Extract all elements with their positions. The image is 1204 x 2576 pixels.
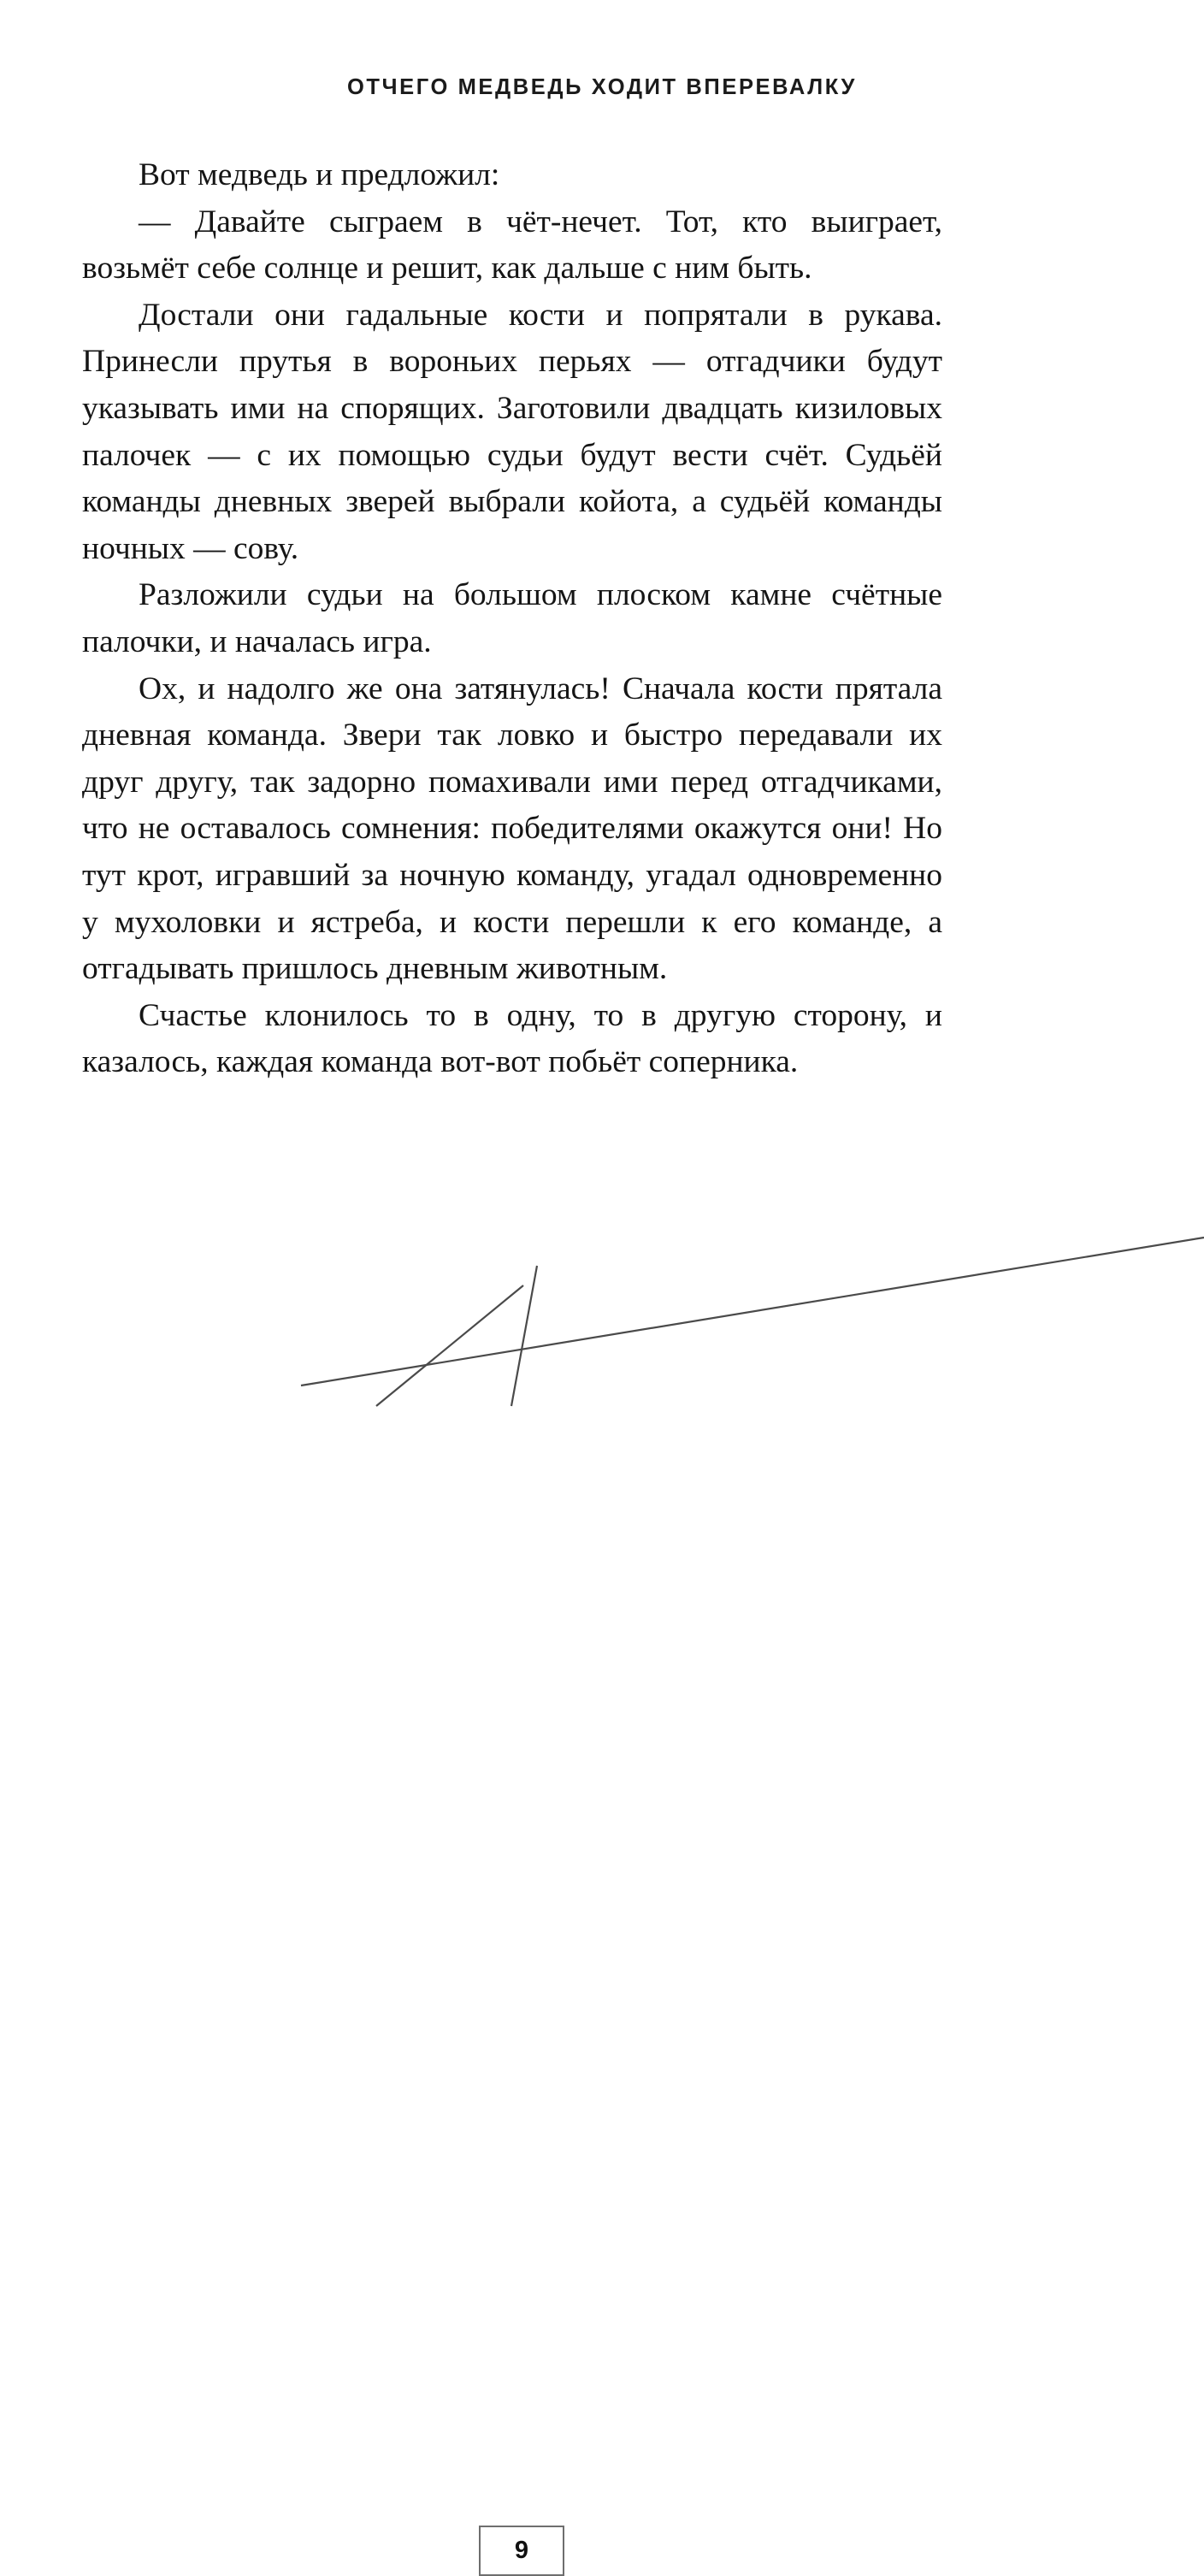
decorative-line-long-diagonal [301, 1238, 1204, 1385]
paragraph: — Давайте сыграем в чёт-нечет. Тот, кто выиграет, возьмёт себе солнце и решит, как дальше с ним быть. [82, 204, 942, 287]
paragraph: Ох, и надолго же она затянулась! Сначала кости прятала дневная команда. Звери так ловко и быстро передавали их друг другу, так задорно помахивали ими перед отгадчиками, что не оставалось сомнения: победителями окажутся они! Но тут крот, игравший за ночную команду, угадал одновременно у мухоловки и ястреба, и кости перешли к его команде, а отгадывать пришлось дневным животным. [82, 671, 942, 987]
folio-area [0, 1214, 1204, 2564]
decorative-line-vertical [511, 1266, 537, 1406]
running-head-chapter-title: ОТЧЕГО МЕДВЕДЬ ХОДИТ ВПЕРЕВАЛКУ [347, 75, 857, 99]
paragraph: Достали они гадальные кости и попрятали в рукава. Принесли прутья в вороньих перьях — отгадчики будут указывать ими на спорящих. Заготовили двадцать кизиловых палочек — с их помощью судьи будут вести счёт. Судьёй команды дневных зверей выбрали койота, а судьёй команды ночных — сову. [82, 297, 942, 566]
paragraph: Счастье клонилось то в одну, то в другую сторону, и казалось, каждая команда вот-вот побьёт соперника. [82, 997, 942, 1080]
decorative-lines [0, 1214, 1204, 1406]
decorative-line-steep-diagonal [376, 1285, 523, 1406]
paragraph: Разложили судьи на большом плоском камне счётные палочки, и началась игра. [82, 577, 942, 659]
page-number: 9 [514, 2537, 529, 2564]
body-text-block [82, 152, 942, 1086]
paragraph: Вот медведь и предложил: [139, 157, 500, 192]
